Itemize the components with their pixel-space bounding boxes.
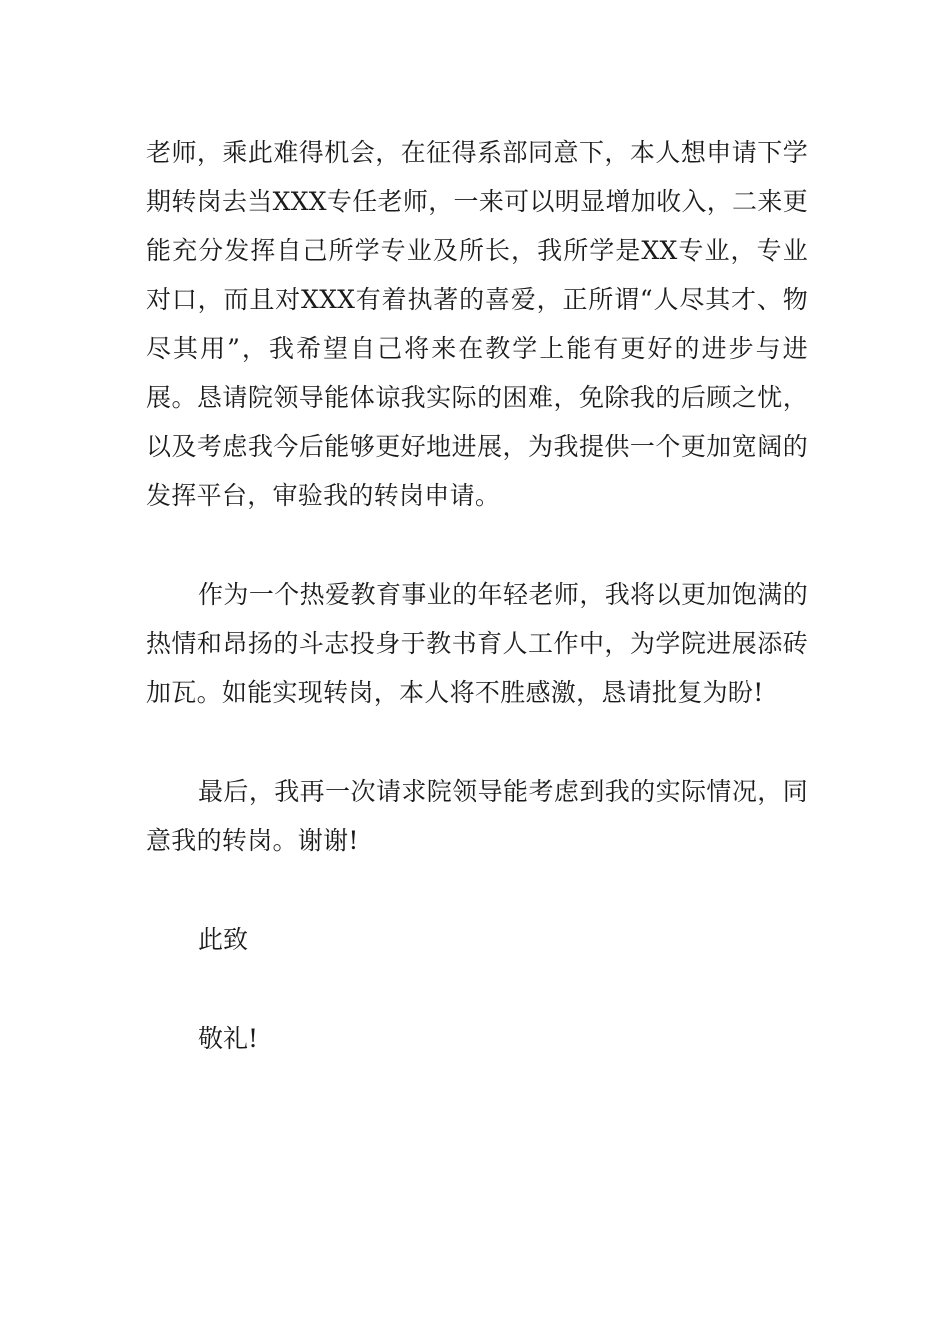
- salutation-line: 敬礼!: [198, 1024, 259, 1053]
- body-paragraph-3: 最后，我再一次请求院领导能考虑到我的实际情况，同意我的转岗。谢谢!: [146, 777, 808, 855]
- body-paragraph-1: 老师，乘此难得机会，在征得系部同意下，本人想申请下学期转岗去当XXX专任老师，一来可以明显增加收入，二来更能充分发挥自己所学专业及所长，我所学是XX专业，专业对口，而且对XXX有着执著的喜爱，正所谓“人尽其才、物尽其用”，我希望自己将来在教学上能有更好的进步与进展。恳请院领导能体谅我实际的困难，免除我的后顾之忧，以及考虑我今后能够更好地进展，为我提供一个更加宽阔的发挥平台，审验我的转岗申请。: [146, 138, 808, 510]
- document-page: [146, 128, 808, 1063]
- body-paragraph-2: 作为一个热爱教育事业的年轻老师，我将以更加饱满的热情和昂扬的斗志投身于教书育人工作中，为学院进展添砖加瓦。如能实现转岗，本人将不胜感激，恳请批复为盼!: [146, 580, 808, 707]
- closing-line: 此致: [198, 925, 249, 954]
